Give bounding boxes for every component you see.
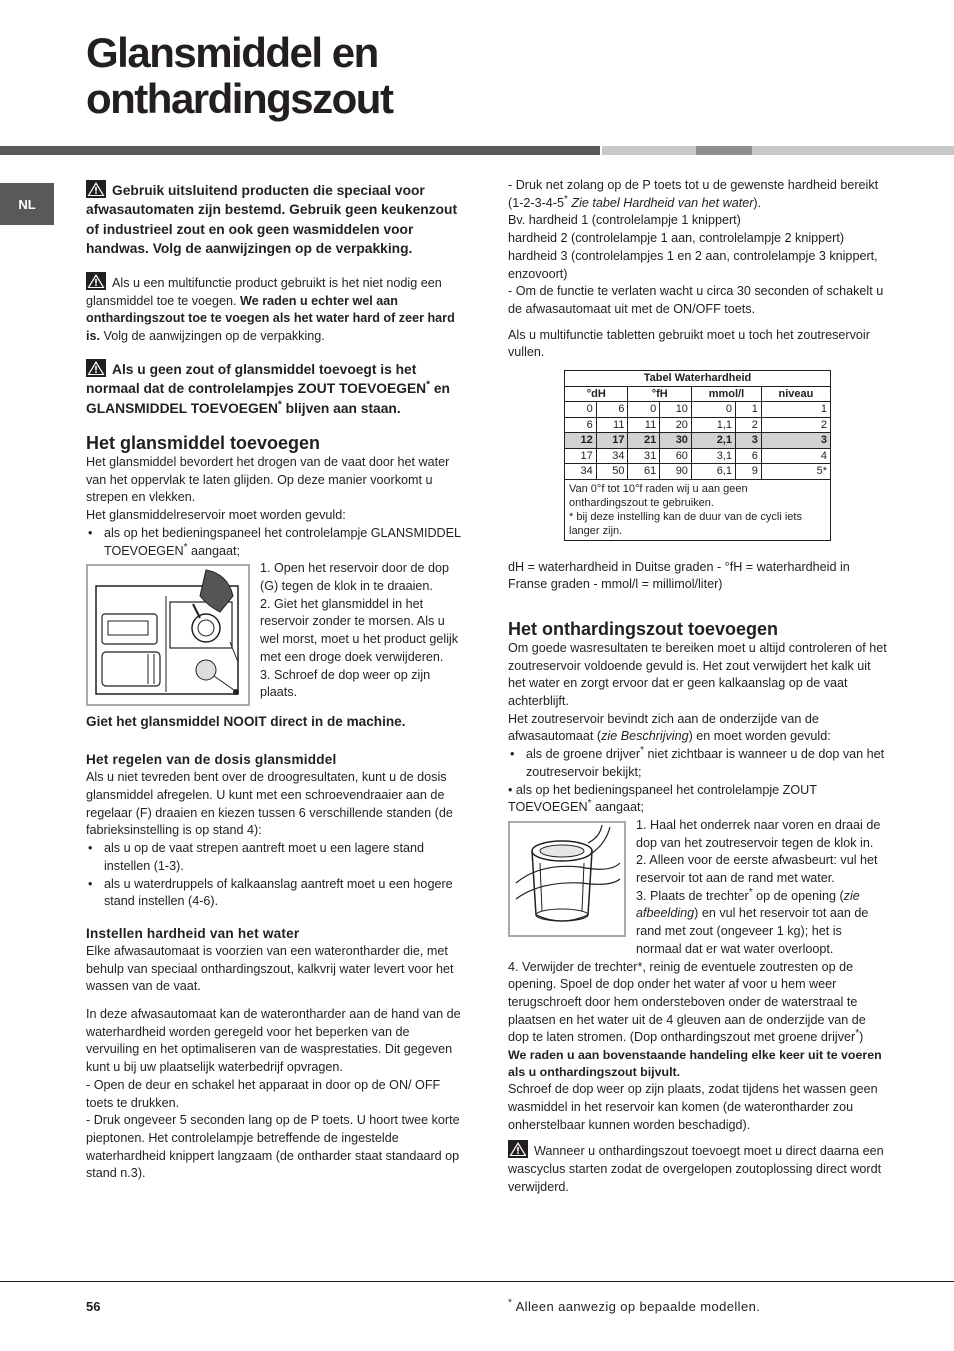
table-cell: 5* bbox=[761, 464, 830, 480]
warning-lamps-text: Als u geen zout of glansmiddel toevoegt is het normaal dat de controlelampjes ZOUT TOEVOEGEN bbox=[86, 362, 427, 397]
salt-step-4 bbox=[508, 959, 888, 1048]
title-line-2: onthardingszout bbox=[86, 75, 393, 122]
footnote bbox=[508, 1299, 760, 1314]
table-cell: 12 bbox=[565, 433, 597, 449]
table-note bbox=[565, 479, 831, 540]
table-cell: 50 bbox=[596, 464, 628, 480]
salt-figure-block bbox=[508, 817, 888, 959]
rinse-aid-step-2: 2. Giet het glansmiddel in het reservoir zonder te morsen. Als u wel morst, moet u het product gelijk met een droge doek verwijderen. bbox=[260, 596, 459, 664]
table-header: niveau bbox=[761, 386, 830, 402]
rinse-aid-fill: Het glansmiddelreservoir moet worden gevuld: bbox=[86, 508, 346, 523]
salt-location-end: ) en moet worden gevuld: bbox=[688, 729, 831, 744]
rinse-aid-figure-block bbox=[86, 560, 464, 710]
salt-step-4-end: ) bbox=[859, 1030, 864, 1045]
rinse-aid-step-1: 1. Open het reservoir door de dop (G) tegen de klok in te draaien. bbox=[260, 561, 450, 593]
hardness-step-on: - Open de deur en schakel het apparaat in door op de ON/ OFF toets te drukken. bbox=[86, 1077, 441, 1110]
header-rule-light-end bbox=[752, 146, 954, 155]
warning-products bbox=[86, 180, 464, 258]
table-cell: 30 bbox=[660, 433, 692, 449]
dispenser-drawing bbox=[88, 566, 248, 704]
salt-location-reference: zie Beschrijving bbox=[601, 729, 689, 744]
table-cell: 60 bbox=[660, 448, 692, 464]
table-caption: Tabel Waterhardheid bbox=[565, 371, 831, 387]
table-cell: 17 bbox=[565, 448, 597, 464]
list-item bbox=[508, 746, 888, 781]
salt-warning-text: Wanneer u onthardingszout toevoegt moet u direct daarna een wascyclus starten zodat de overgelopen zoutoplossing direct wordt verwijderd. bbox=[508, 1144, 884, 1194]
salt-intro: Om goede wasresultaten te bereiken moet u altijd controleren of het zoutreservoir voldoende gevuld is. Het zout verwijdert het kalk uit het water en zorgt ervoor dat er geen kalkaanslag op de vaat achterblijft. bbox=[508, 640, 887, 709]
hardness-table-reference: Zie tabel Hardheid van het water bbox=[567, 195, 754, 210]
heading-rinse-dose: Het regelen van de dosis glansmiddel bbox=[86, 752, 337, 768]
table-cell: 6 bbox=[596, 402, 628, 418]
list-item bbox=[86, 525, 464, 560]
warning-indicator-lamps bbox=[86, 359, 464, 418]
table-row bbox=[565, 402, 831, 418]
table-cell: 11 bbox=[596, 417, 628, 433]
table-cell: 6 bbox=[735, 448, 761, 464]
table-cell: 3 bbox=[735, 433, 761, 449]
salt-screw-cap: Schroef de dop weer op zijn plaats, zodat tijdens het wassen geen wasmiddel in het reservoir kan komen (de waterontharder zou onherstelbaar kunnen worden beschadigd). bbox=[508, 1082, 878, 1132]
heading-water-hardness: Instellen hardheid van het water bbox=[86, 925, 300, 941]
salt-step-3-end: ) en vul het reservoir tot aan de rand met zout (ongeveer 1 kg); het is normaal dat er wat water overloopt. bbox=[636, 906, 869, 956]
footnote-star: * bbox=[587, 798, 592, 810]
salt-step-3-text-2: op de opening ( bbox=[752, 888, 844, 903]
footnote-star: * bbox=[855, 1028, 860, 1040]
rinse-aid-never-warning: Giet het glansmiddel NOOIT direct in de machine. bbox=[86, 714, 406, 730]
salt-step-1: 1. Haal het onderrek naar voren en draai de dop van het zoutreservoir tegen de klok in. bbox=[636, 817, 881, 850]
footnote-star: * bbox=[564, 193, 568, 205]
table-cell: 3,1 bbox=[691, 448, 735, 464]
salt-indicator bbox=[508, 782, 888, 817]
warning-multifunction-bold: We raden u echter wel aan onthardingszout toe te voegen als het water hard of zeer hard is. bbox=[86, 293, 455, 343]
table-header: °fH bbox=[628, 386, 691, 402]
table-cell: 34 bbox=[565, 464, 597, 480]
salt-indicator-text: • als op het bedieningspaneel het controlelampje ZOUT TOEVOEGEN bbox=[508, 782, 817, 815]
footnote-star: * bbox=[640, 744, 645, 756]
funnel-drawing bbox=[510, 823, 624, 935]
table-cell: 11 bbox=[628, 417, 660, 433]
table-cell: 0 bbox=[628, 402, 660, 418]
footnote-star: * bbox=[277, 399, 282, 411]
hardness-select-end: ). bbox=[753, 195, 762, 210]
header-rule-light bbox=[602, 146, 696, 155]
hardness-example-1: Bv. hardheid 1 (controlelampje 1 knippert) bbox=[508, 213, 741, 228]
header-rule-mid bbox=[696, 146, 752, 155]
multifunction-note: Als u multifunctie tabletten gebruikt moet u toch het zoutreservoir vullen. bbox=[508, 327, 870, 360]
water-hardness-table bbox=[564, 370, 831, 541]
hardness-example-3: hardheid 3 (controlelampjes 1 en 2 aan, controlelampje 3 knippert, enzovoort) bbox=[508, 248, 878, 281]
hardness-legend: dH = waterhardheid in Duitse graden - °fH = waterhardheid in Franse graden - mmol/l = millimol/liter) bbox=[508, 559, 850, 592]
rinse-dose-text: Als u niet tevreden bent over de droogresultaten, kunt u de dosis glansmiddel afregelen. U kunt met een schroevendraaier aan de regelaar (F) draaien en kiezen tussen 6 verschillende standen (de fabrieksinstelling is op stand 4): bbox=[86, 770, 453, 838]
table-cell: 10 bbox=[660, 402, 692, 418]
list-item: • als u op de vaat strepen aantreft moet u een lagere stand instellen (1-3). bbox=[86, 840, 464, 875]
table-row-highlighted bbox=[565, 433, 831, 449]
footnote-text: Alleen aanwezig op bepaalde modellen. bbox=[512, 1299, 761, 1314]
salt-bullets bbox=[508, 746, 888, 781]
footer-rule bbox=[0, 1281, 954, 1282]
warning-triangle-icon bbox=[86, 180, 106, 198]
table-note-1: Van 0°f tot 10°f raden wij u aan geen onthardingszout te gebruiken. bbox=[569, 482, 748, 509]
salt-step-4-text: 4. Verwijder de trechter*, reinig de eventuele zoutresten op de opening. Spoel de dop onder het water af voor u hem weer terugschroeft door hem ondersteboven onder de waterstraal te plaatsen en het water uit de 4 gleuven aan de onderzijde van de dop te laten stromen. (Dop onthardingszout met groene drijver bbox=[508, 959, 866, 1045]
salt-location-text: Het zoutreservoir bevindt zich aan de onderzijde van de afwasautomaat ( bbox=[508, 711, 819, 744]
warning-triangle-icon bbox=[86, 272, 106, 290]
table-cell: 2,1 bbox=[691, 433, 735, 449]
hardness-intro: Elke afwasautomaat is voorzien van een waterontharder die, met behulp van speciaal onthardingszout, kalkvrij water levert voor het wassen van de vaat. bbox=[86, 943, 454, 994]
table-cell: 1 bbox=[761, 402, 830, 418]
heading-rinse-aid: Het glansmiddel toevoegen bbox=[86, 433, 321, 454]
salt-advice: We raden u aan bovenstaande handeling elke keer uit te voeren als u onthardingszout bijvult. bbox=[508, 1048, 882, 1080]
heading-salt: Het onthardingszout toevoegen bbox=[508, 618, 778, 639]
warning-triangle-icon bbox=[508, 1140, 528, 1158]
right-column bbox=[508, 177, 888, 1196]
salt-step-3-text: 3. Plaats de trechter bbox=[636, 888, 749, 903]
left-column bbox=[86, 180, 464, 1183]
table-cell: 31 bbox=[628, 448, 660, 464]
hardness-exit: - Om de functie te verlaten wacht u circa 30 seconden of schakelt u de afwasautomaat uit met de ON/OFF toets. bbox=[508, 284, 884, 316]
table-note-2: * bij deze instelling kan de duur van de cycli iets langer zijn. bbox=[569, 510, 802, 537]
warning-triangle-icon bbox=[86, 359, 106, 377]
bullet-text: als de groene drijver bbox=[526, 747, 641, 762]
header-rule-dark bbox=[0, 146, 600, 155]
table-cell: 90 bbox=[660, 464, 692, 480]
table-cell: 6,1 bbox=[691, 464, 735, 480]
table-cell: 4 bbox=[761, 448, 830, 464]
table-header: °dH bbox=[565, 386, 628, 402]
table-row bbox=[565, 417, 831, 433]
list-item: • als u waterdruppels of kalkaanslag aantreft moet u een hogere stand instellen (4-6). bbox=[86, 876, 464, 911]
table-cell: 1 bbox=[735, 402, 761, 418]
page-title bbox=[86, 30, 392, 122]
hardness-select-text: - Druk net zolang op de P toets tot u de gewenste hardheid bereikt (1-2-3-4-5 bbox=[508, 178, 879, 210]
hardness-example-2: hardheid 2 (controlelampje 1 aan, controlelampje 2 knippert) bbox=[508, 231, 845, 246]
table-header: mmol/l bbox=[691, 386, 761, 402]
warning-multifunction-text: Als u een multifunctie product gebruikt is het niet nodig een glansmiddel toe te voegen. bbox=[86, 276, 442, 308]
bullet-text-end: niet zichtbaar is wanneer u de dop van het zoutreservoir bekijkt; bbox=[526, 747, 885, 779]
rinse-aid-bullets bbox=[86, 525, 464, 560]
warning-multifunction bbox=[86, 272, 464, 345]
table-cell: 0 bbox=[691, 402, 735, 418]
rinse-aid-dispenser-illustration bbox=[86, 564, 250, 706]
table-cell: 3 bbox=[761, 433, 830, 449]
table-row bbox=[565, 448, 831, 464]
salt-funnel-illustration bbox=[508, 821, 626, 937]
warning-lamps-text-2: en GLANSMIDDEL TOEVOEGEN bbox=[86, 381, 450, 416]
rinse-aid-step-3: 3. Schroef de dop weer op zijn plaats. bbox=[260, 667, 431, 700]
table-cell: 0 bbox=[565, 402, 597, 418]
salt-step-2: 2. Alleen voor de eerste afwasbeurt: vul het reservoir tot aan de rand met water. bbox=[636, 853, 878, 886]
table-cell: 6 bbox=[565, 417, 597, 433]
title-line-1: Glansmiddel en bbox=[86, 29, 378, 76]
table-cell: 2 bbox=[761, 417, 830, 433]
language-tab: NL bbox=[0, 183, 54, 225]
table-cell: 34 bbox=[596, 448, 628, 464]
table-cell: 1,1 bbox=[691, 417, 735, 433]
table-row bbox=[565, 464, 831, 480]
footnote-star: * bbox=[748, 886, 753, 898]
hardness-text: In deze afwasautomaat kan de waterontharder aan de hand van de waterhardheid worden geregeld voor het beperken van de vervuiling en het optimaliseren van de wasprestaties. Dit gegeven kunt u bij uw plaatselijk waterbedrijf opvragen. bbox=[86, 1007, 461, 1075]
table-cell: 21 bbox=[628, 433, 660, 449]
warning-multifunction-end: Volg de aanwijzingen op de verpakking. bbox=[100, 328, 325, 343]
bullet-text-end: aangaat; bbox=[187, 543, 240, 558]
rinse-aid-intro: Het glansmiddel bevordert het drogen van de vaat door het water van het oppervlak te laten glijden. Op deze manier voorkomt u strepen en vlekken. bbox=[86, 455, 450, 505]
footnote-star: * bbox=[508, 1297, 513, 1309]
page-number: 56 bbox=[86, 1299, 101, 1314]
salt-indicator-end: aangaat; bbox=[591, 800, 644, 815]
footnote-star: * bbox=[183, 541, 188, 553]
hardness-select bbox=[508, 177, 888, 212]
table-cell: 17 bbox=[596, 433, 628, 449]
table-cell: 20 bbox=[660, 417, 692, 433]
footnote-star: * bbox=[426, 379, 431, 391]
hardness-step-p: - Druk ongeveer 5 seconden lang op de P toets. U hoort twee korte pieptonen. Het controlelampje betreffende de ingestelde waterhardheid knippert langzaam (de ontharder staat standaard op stand n.3). bbox=[86, 1113, 460, 1181]
salt-warning bbox=[508, 1140, 888, 1196]
salt-location bbox=[508, 711, 888, 746]
warning-products-text: Gebruik uitsluitend producten die speciaal voor afwasautomaten zijn bestemd. Gebruik geen keukenzout of industrieel zout en ook geen wasmiddelen voor handwas. Volg de aanwijzingen op de verpakking. bbox=[86, 183, 458, 256]
rinse-dose-bullets bbox=[86, 840, 464, 911]
table-cell: 9 bbox=[735, 464, 761, 480]
bullet-text: als op het bedieningspaneel het controlelampje GLANSMIDDEL TOEVOEGEN bbox=[104, 525, 461, 558]
table-cell: 2 bbox=[735, 417, 761, 433]
warning-lamps-text-3: blijven aan staan. bbox=[281, 400, 401, 416]
salt-step-3-reference: zie afbeelding bbox=[636, 888, 860, 921]
table-cell: 61 bbox=[628, 464, 660, 480]
